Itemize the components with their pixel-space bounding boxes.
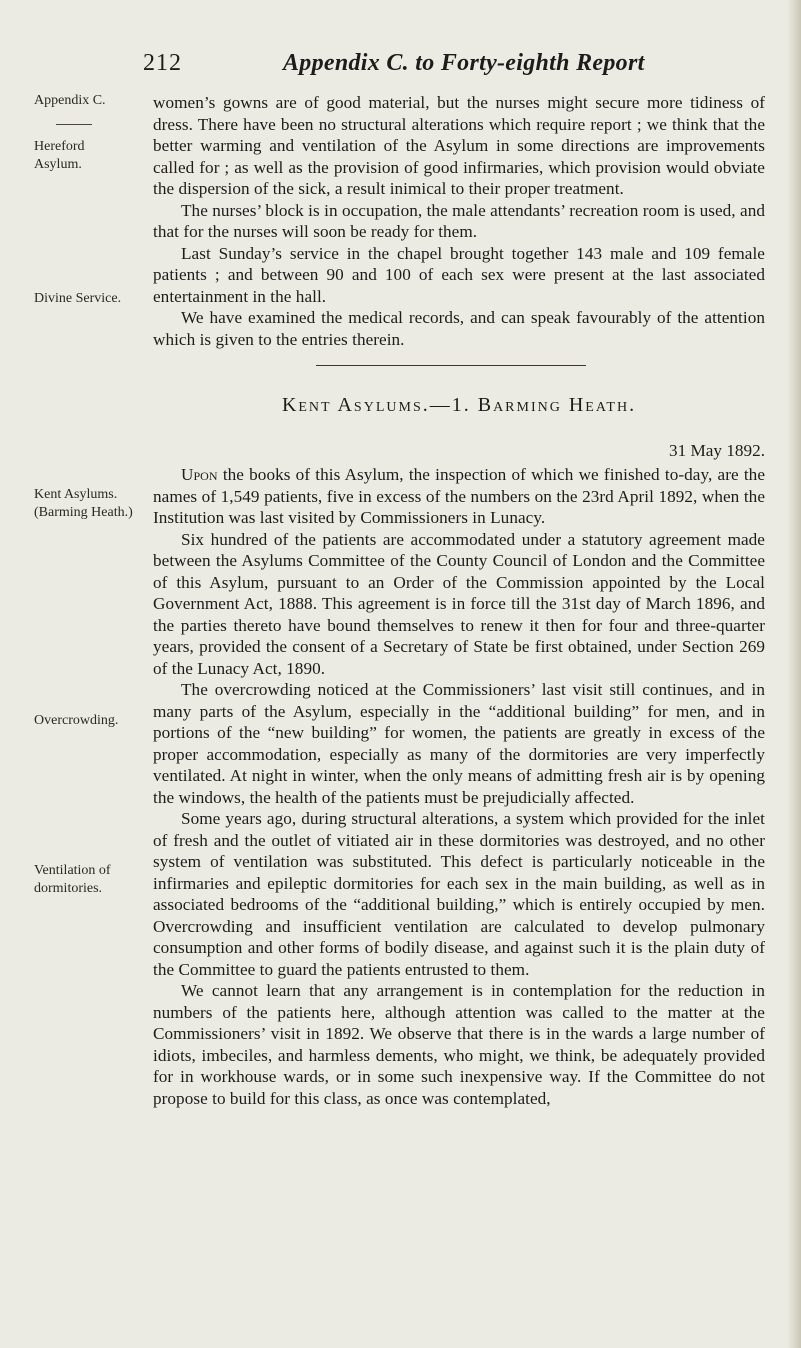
running-title: Appendix C. to Forty-eighth Report: [283, 50, 645, 76]
kent-report-text: [153, 464, 765, 1109]
paragraph: Last Sunday’s service in the chapel brought together 143 male and 109 female patients ; and between 90 and 100 of each sex were present at the last associated entertainment in the hall.: [153, 243, 765, 306]
hereford-report-text: [153, 92, 765, 350]
sidenote-kent-asylums: Kent Asylums. (Barming Heath.): [34, 487, 133, 520]
paragraph: The overcrowding noticed at the Commissioners’ last visit still continues, and in many parts of the Asylum, especially in the “additional building” for men, and in portions of the “new building” for women, the patients are greatly in excess of the proper accommodation, especially as many of the dormitories are very imperfectly ventilated. At night in winter, when the only means of admitting fresh air is by opening the windows, the health of the patients must be prejudicially affected.: [153, 680, 765, 807]
section-divider: [316, 365, 586, 366]
report-date: 31 May 1892.: [669, 441, 765, 460]
page-header: [143, 50, 763, 86]
paragraph: [153, 464, 765, 529]
paragraph-rest: the books of this Asylum, the inspection of which we finished to-day, are the names of 1,549 patients, five in excess of the numbers on the 23rd April 1892, when the Institution was last visited by Commissioners in Lunacy.: [153, 465, 765, 527]
sidenote-ventilation: Ventilation of dormitories.: [34, 863, 111, 896]
sidenote-overcrowding: Overcrowding.: [34, 713, 119, 728]
page-number: 212: [143, 50, 182, 76]
sidenote-divine-service: Divine Service.: [34, 291, 122, 306]
section-heading: Kent Asylums.—1. Barming Heath.: [281, 394, 637, 416]
paragraph: women’s gowns are of good material, but the nurses might secure more tidiness of dress. There have been no structural alterations which require report ; we think that the better warming and ventilation of the Asylum in some directions are improvements called for ; as well as the provision of good infirmaries, which provision would obviate the dispersion of the sick, a result inimical to their proper treatment.: [153, 93, 765, 198]
lead-word: Upon: [181, 465, 218, 484]
paragraph: Six hundred of the patients are accommodated under a statutory agreement made between the Asylums Committee of the County Council of London and the Committee of this Asylum, pursuant to an Order of the Commission appointed by the Local Government Act, 1888. This agreement is in force till the 31st day of March 1896, and the parties thereto have bound themselves to renew it then for four and three-quarter years, provided the consent of a Secretary of State be first obtained, under Section 269 of the Lunacy Act, 1890.: [153, 529, 765, 678]
paragraph: The nurses’ block is in occupation, the male attendants’ recreation room is used, and that for the nurses will soon be ready for them.: [153, 200, 765, 241]
paragraph: We cannot learn that any arrangement is in contemplation for the reduction in numbers of the patients here, although attention was called to the matter at the Commissioners’ visit in 1892. We observe that there is in the wards a large number of idiots, imbeciles, and harmless dements, who might, we think, be adequately provided for in workhouse wards, or in some such inexpensive way. If the Committee do not propose to build for this class, as once was contemplated,: [153, 981, 765, 1108]
sidenote-rule: [56, 124, 92, 125]
paragraph: Some years ago, during structural alterations, a system which provided for the inlet of fresh and the outlet of vitiated air in these dormitories was destroyed, and no other system of ventilation was substituted. This defect is particularly noticeable in the infirmaries and epileptic dormitories for each sex in the main building, as well as in associated bedrooms of the “additional building,” which is entirely occupied by men. Overcrowding and insufficient ventilation are calculated to develop pulmonary consumption and other forms of bodily disease, and against such it is the plain duty of the Committee to guard the patients entrusted to them.: [153, 809, 765, 979]
sidenote-appendix: Appendix C.: [34, 93, 106, 108]
paragraph: We have examined the medical records, and can speak favourably of the attention which is given to the entries therein.: [153, 308, 765, 349]
page-edge: [787, 0, 801, 1348]
sidenote-hereford-asylum: Hereford Asylum.: [34, 139, 85, 172]
